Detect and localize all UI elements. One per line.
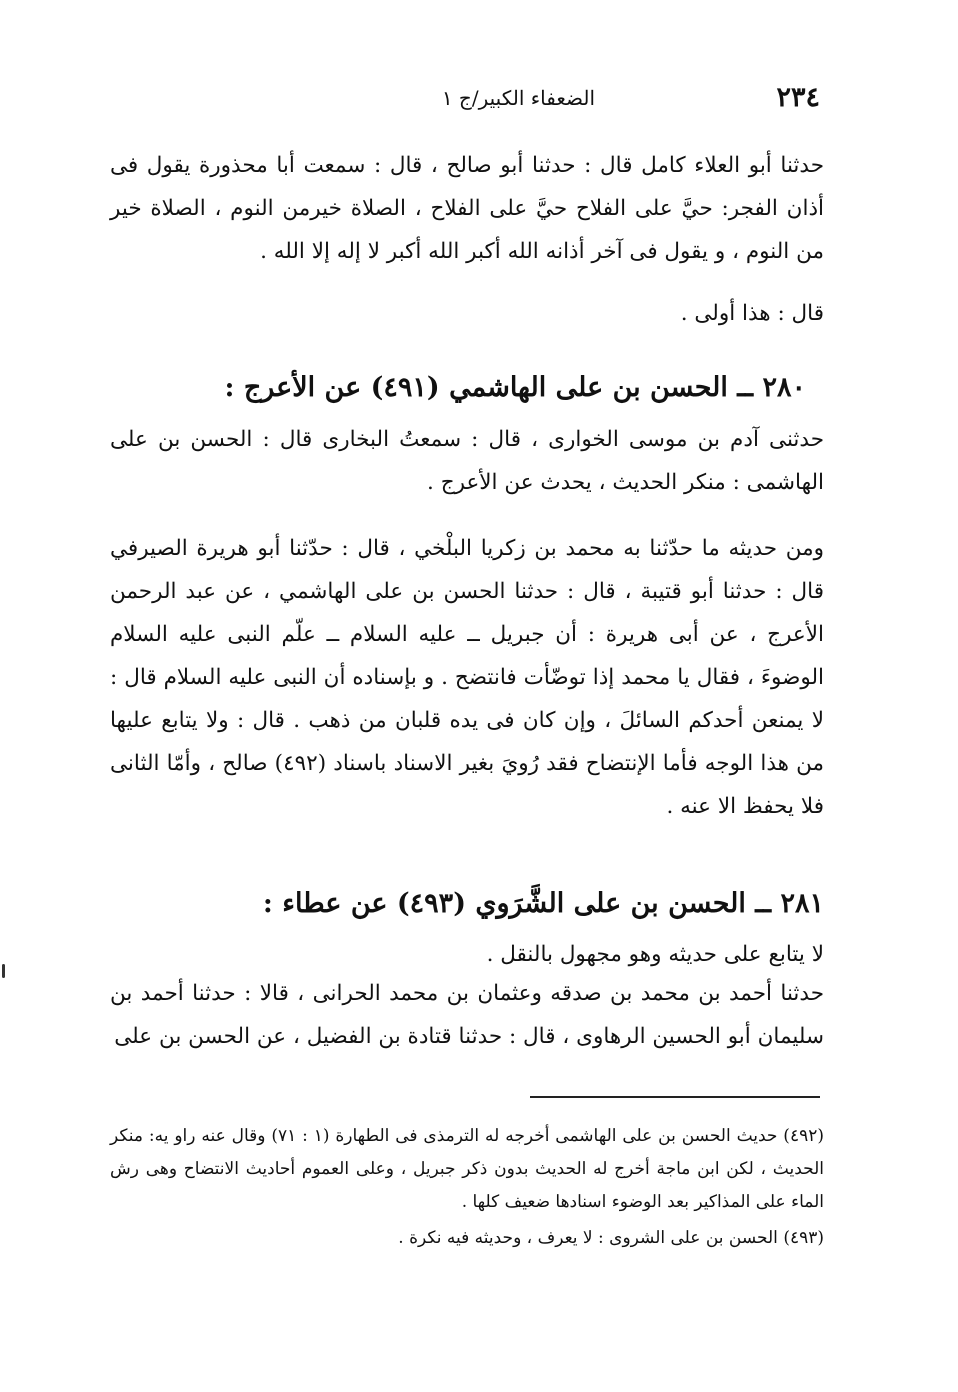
scan-edge-mark xyxy=(2,964,5,978)
footnote-separator xyxy=(530,1096,820,1098)
entry-heading-281: ٢٨١ ــ الحسن بن على الشَّرَوي (٤٩٣) عن عطاء : xyxy=(262,888,824,919)
paragraph-hadith-adhan: حدثنا أبو العلاء كامل قال : حدثنا أبو صالح ، قال : سمعت أبا محذورة يقول فى أذان الفجر: حيَّ على الفلاح حيَّ على الفلاح ، الصلاة خيرمن النوم ، الصلاة خير من النوم ، و يقول فى آخر أذانه الله أكبر الله أكبر لا إله إلا الله . xyxy=(110,153,824,264)
paragraph-entry-281-narration: حدثنا أحمد بن محمد بن صدقه وعثمان بن محمد الحرانى ، قالا : حدثنا أحمد بن سليمان أبو الحسين الرهاوى ، قال : حدثنا قتادة بن الفضيل ، عن الحسن بن على xyxy=(110,981,824,1049)
paragraph-bukhari-verdict: حدثنى آدم بن موسى الخوارى ، قال : سمعتُ البخارى قال : الحسن بن على الهاشمى : منكر الحديث ، يحدث عن الأعرج . xyxy=(110,427,824,495)
page-number: ٢٣٤ xyxy=(776,82,820,113)
page-header xyxy=(140,82,820,122)
running-title: الضعفاء الكبير/ج ١ xyxy=(441,86,595,110)
opening-paragraph xyxy=(110,144,824,273)
paragraph-remark: قال : هذا أولى . xyxy=(680,301,824,326)
entry-280-intro xyxy=(110,418,824,504)
footnote-493: (٤٩٣) الحسن بن على الشروى : لا يعرف ، وحديثه فيه نكرة . xyxy=(398,1228,824,1248)
entry-heading-280: ٢٨٠ ــ الحسن بن على الهاشمي (٤٩١) عن الأعرج : xyxy=(224,372,806,403)
paragraph-entry-280-narration: ومن حديثه ما حدّثنا به محمد بن زكريا البلْخي ، قال : حدّثنا أبو هريرة الصيرفي قال : حدثنا أبو قتيبة ، قال : حدثنا الحسن بن على الهاشمي ، عن عبد الرحمن الأعرج ، عن أبى هريرة : أن جبريل ــ عليه السلام ــ علّم النبى عليه السلام الوضوءَ ، فقال يا محمد إذا توضّأت فانتضح . و بإسناده أن النبى عليه السلام قال : لا يمنعن أحدكم السائلَ ، وإن كان فى يده قلبان من ذهب . قال : ولا يتابع عليها من هذا الوجه فأما الإنتضاح فقد رُويَ بغير الاسناد باسناد (٤٩٢) صالح ، وأمّا الثانى فلا يحفظ الا عنه . xyxy=(110,536,824,819)
entry-281-hadith xyxy=(110,972,824,1058)
opening-remark xyxy=(110,292,824,335)
paragraph-entry-281-verdict: لا يتابع على حديثه وهو مجهول بالنقل . xyxy=(486,942,824,967)
entry-281-intro xyxy=(110,933,824,976)
footnote-492: (٤٩٢) حديث الحسن بن على الهاشمى أخرجه له الترمذى فى الطهارة (١ : ٧١) وقال عنه راو يه: منكر الحديث ، لكن ابن ماجة أخرج له الحديث بدون ذكر جبريل ، وعلى العموم أحاديث الانتضاح وهى رش الماء على المذاكير بعد الوضوء اسنادها ضعيف كلها . xyxy=(110,1126,824,1212)
entry-280-hadith xyxy=(110,527,824,828)
